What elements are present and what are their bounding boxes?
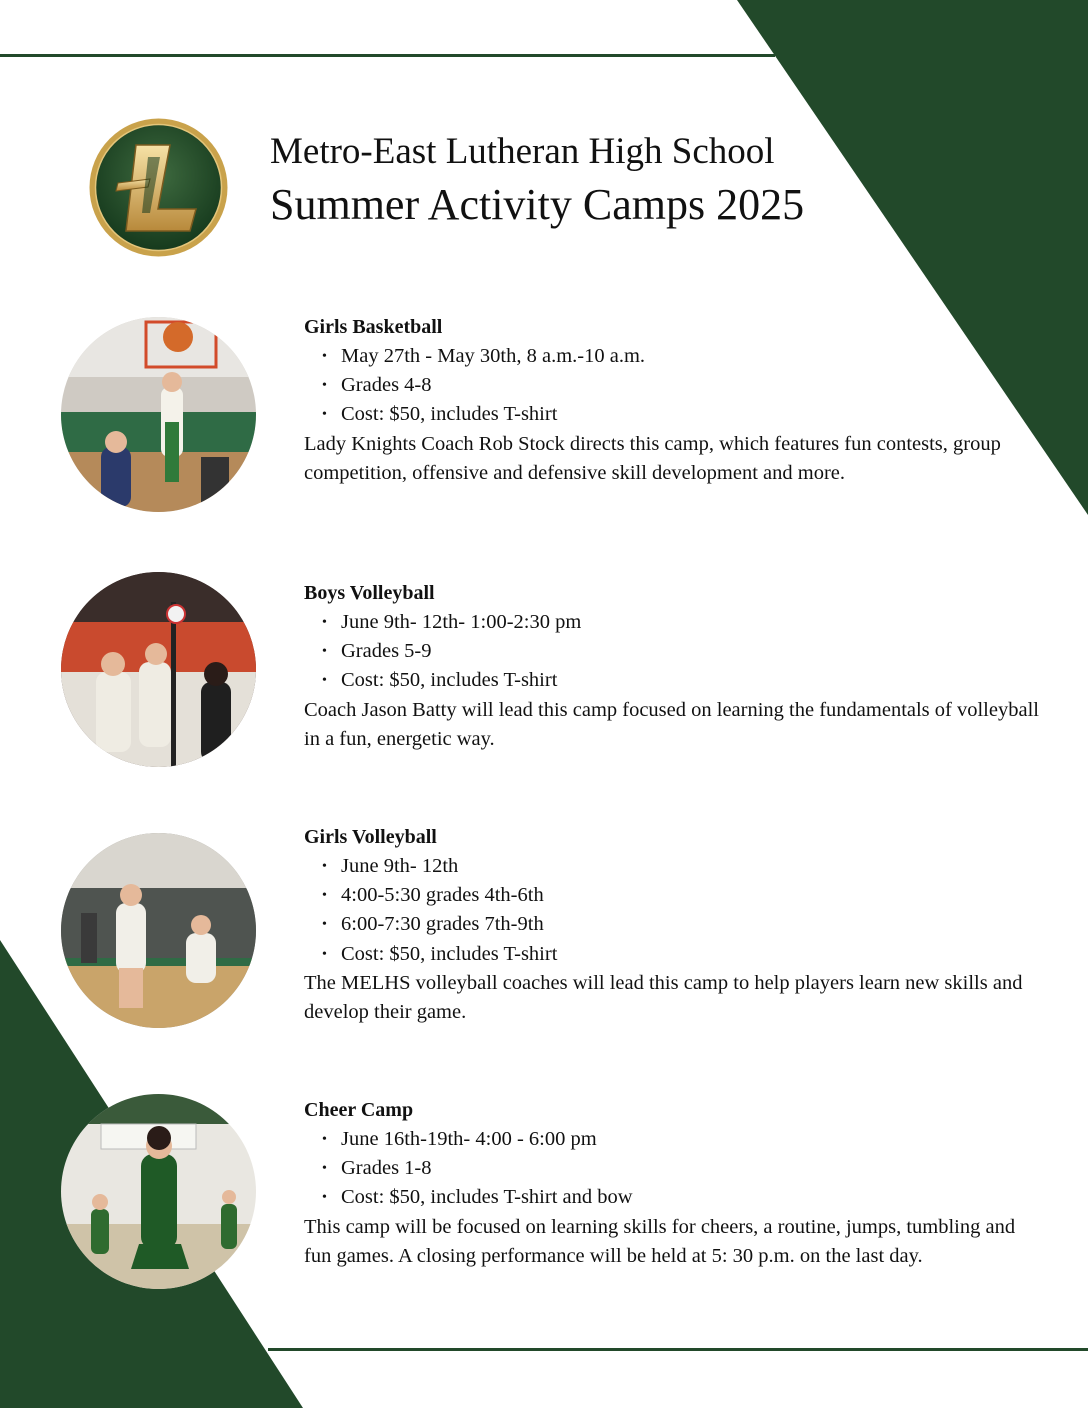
page-header xyxy=(270,128,804,232)
camp-boys-volleyball xyxy=(304,579,1044,754)
camp-cheer xyxy=(304,1096,1044,1271)
camp-title: Cheer Camp xyxy=(304,1099,414,1121)
camp-girls-volleyball xyxy=(304,823,1044,1027)
camp-detail-item: • Grades 5-9 xyxy=(304,637,1044,666)
camp-detail-item: • Cost: $50, includes T-shirt xyxy=(304,666,1044,695)
cheer-camp-photo xyxy=(61,1094,256,1289)
camp-details xyxy=(304,852,1044,969)
girls-volleyball-photo xyxy=(61,833,256,1028)
camp-detail-item: • Grades 1-8 xyxy=(304,1154,1044,1183)
camp-detail-item: • Cost: $50, includes T-shirt xyxy=(304,400,1044,429)
camp-detail-item: • June 16th-19th- 4:00 - 6:00 pm xyxy=(304,1125,1044,1154)
page-title: Summer Activity Camps 2025 xyxy=(270,180,805,229)
camp-title: Boys Volleyball xyxy=(304,582,435,604)
camp-detail-item: • 6:00-7:30 grades 7th-9th xyxy=(304,910,1044,939)
camp-detail-item: • 4:00-5:30 grades 4th-6th xyxy=(304,881,1044,910)
camp-detail-item: • Grades 4-8 xyxy=(304,371,1044,400)
camp-description: The MELHS volleyball coaches will lead this camp to help players learn new skills and develop their game. xyxy=(304,971,1023,1024)
camp-details xyxy=(304,608,1044,696)
camp-detail-item: • May 27th - May 30th, 8 a.m.-10 a.m. xyxy=(304,342,1044,371)
camp-description: Lady Knights Coach Rob Stock directs this camp, which features fun contests, group competition, offensive and defensive skill development and more. xyxy=(304,432,1001,484)
camp-details xyxy=(304,342,1044,430)
camp-girls-basketball xyxy=(304,313,1044,488)
girls-basketball-photo xyxy=(61,317,256,512)
camp-detail-item: • Cost: $50, includes T-shirt xyxy=(304,940,1044,969)
bottom-divider xyxy=(268,1348,1088,1351)
camp-details xyxy=(304,1125,1044,1213)
camp-title: Girls Basketball xyxy=(304,316,443,338)
school-logo-icon xyxy=(88,117,229,258)
boys-volleyball-photo xyxy=(61,572,256,767)
school-name: Metro-East Lutheran High School xyxy=(270,131,775,172)
camp-detail-item: • June 9th- 12th- 1:00-2:30 pm xyxy=(304,608,1044,637)
camp-detail-item: • Cost: $50, includes T-shirt and bow xyxy=(304,1183,1044,1212)
top-divider xyxy=(0,54,775,57)
camp-description: Coach Jason Batty will lead this camp focused on learning the fundamentals of volleyball in a fun, energetic way. xyxy=(304,698,1039,750)
camp-description: This camp will be focused on learning skills for cheers, a routine, jumps, tumbling and fun games. A closing performance will be held at 5: 30 p.m. on the last day. xyxy=(304,1215,1016,1267)
camp-detail-item: • June 9th- 12th xyxy=(304,852,1044,881)
camp-title: Girls Volleyball xyxy=(304,826,437,848)
